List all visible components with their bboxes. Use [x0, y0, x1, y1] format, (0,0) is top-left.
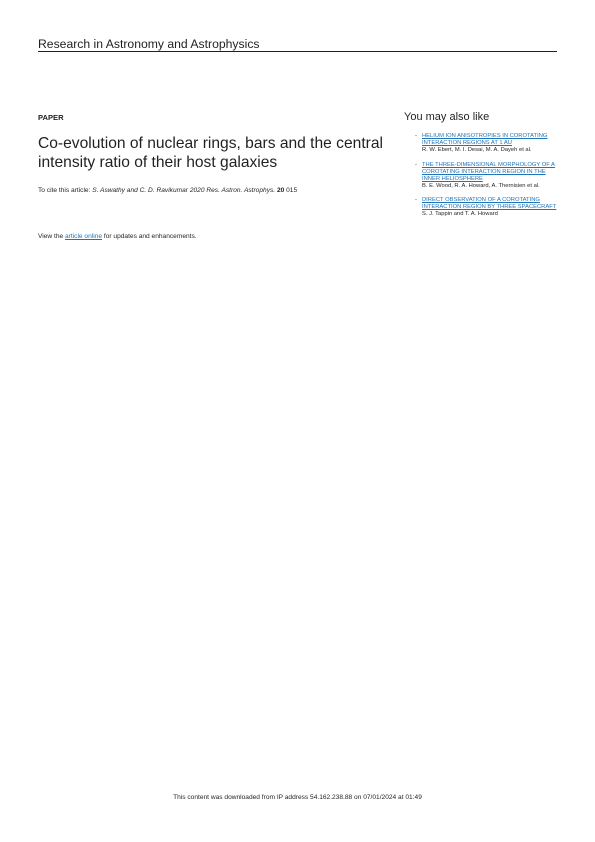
download-footer: This content was downloaded from IP address 54.162.238.88 on 07/01/2024 at 01:49	[173, 794, 422, 801]
list-bullet: -	[415, 133, 417, 139]
related-item	[415, 197, 565, 219]
related-item	[415, 133, 565, 155]
view-online-line	[38, 233, 197, 240]
citation-journal: Res. Astron. Astrophys.	[206, 187, 276, 194]
citation-volume: 20	[276, 187, 285, 194]
header-divider	[38, 51, 557, 52]
related-item-title-link[interactable]: HELIUM ION ANISOTROPIES IN COROTATING INTERACTION REGIONS AT 1 AU	[422, 133, 548, 146]
related-item-title-link[interactable]: THE THREE-DIMENSIONAL MORPHOLOGY OF A COROTATING INTERACTION REGION IN THE INNER HELIOSPHERE	[422, 161, 555, 182]
list-bullet: -	[415, 197, 417, 203]
journal-name: Research in Astronomy and Astrophysics	[38, 37, 260, 51]
article-type-label: PAPER	[38, 113, 64, 122]
related-item	[415, 161, 565, 191]
article-online-link[interactable]: article online	[65, 233, 103, 240]
article-title: Co-evolution of nuclear rings, bars and the central intensity ratio of their host galaxies	[38, 135, 383, 171]
related-articles-list	[415, 133, 565, 226]
related-item-authors: S. J. Tappin and T. A. Howard	[422, 211, 498, 217]
related-item-authors: R. W. Ebert, M. I. Desai, M. A. Dayeh et al.	[422, 147, 532, 153]
citation-line	[38, 187, 297, 194]
citation-authors: S. Aswathy and C. D. Ravikumar 2020	[92, 187, 207, 194]
citation-page: 015	[284, 187, 298, 194]
related-heading: You may also like	[404, 111, 490, 123]
view-suffix: for updates and enhancements.	[102, 233, 197, 240]
view-prefix: View the	[38, 233, 66, 240]
related-item-title-link[interactable]: DIRECT OBSERVATION OF A COROTATING INTERACTION REGION BY THREE SPACECRAFT	[422, 197, 557, 210]
list-bullet: -	[415, 161, 417, 168]
related-item-authors: B. E. Wood, R. A. Howard, A. Thernisien et al.	[422, 182, 540, 189]
citation-prefix: To cite this article:	[38, 187, 93, 194]
